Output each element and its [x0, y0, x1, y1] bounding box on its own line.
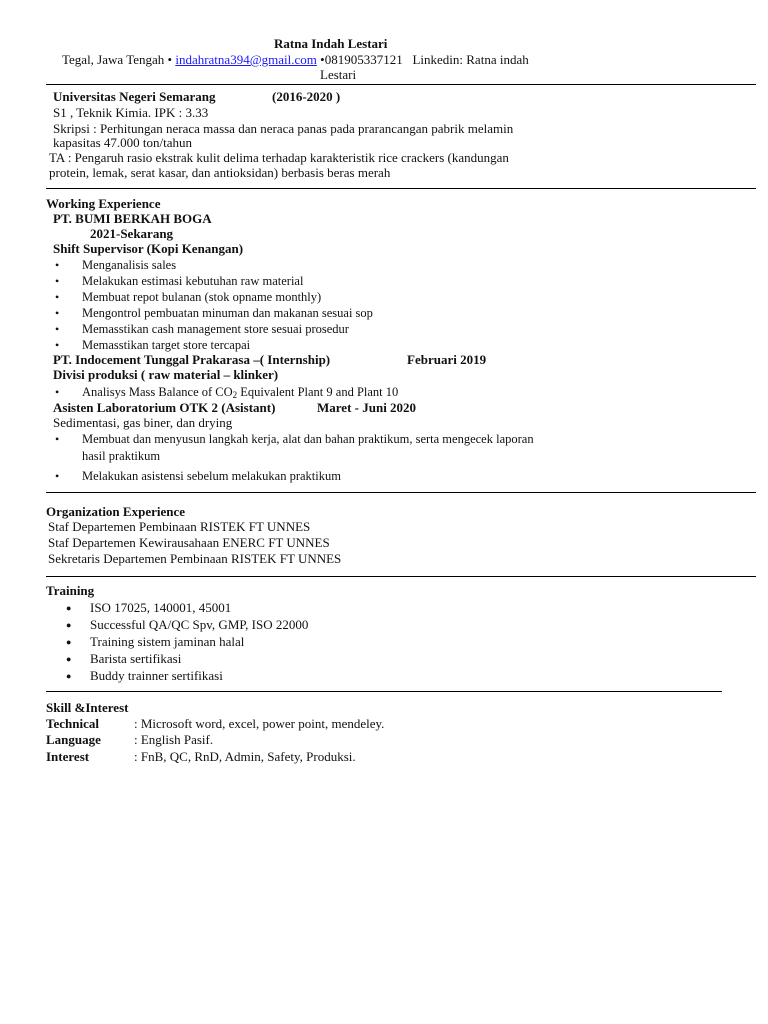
work-heading: Working Experience — [46, 196, 161, 211]
organization-heading: Organization Experience — [46, 504, 186, 519]
role-3-subjects: Sedimentasi, gas biner, dan drying — [53, 415, 233, 430]
interest-value: : FnB, QC, RnD, Admin, Safety, Produksi. — [134, 749, 356, 764]
list-item: Memasstikan target store tercapai — [82, 338, 251, 352]
list-item: Mengontrol pembuatan minuman dan makanan sesuai sop — [82, 306, 373, 320]
division-title: Divisi produksi ( raw material – klinker) — [53, 367, 279, 382]
list-item-text: Analisys Mass Balance of CO — [82, 385, 233, 399]
company-1-name: PT. BUMI BERKAH BOGA — [53, 211, 212, 226]
company-2-name: PT. Indocement Tunggal Prakarasa –( Internship) — [53, 352, 331, 367]
bullet: ● — [66, 637, 72, 647]
bullet: ● — [66, 671, 72, 681]
org-item: Staf Departemen Pembinaan RISTEK FT UNNES — [48, 519, 311, 534]
interest-label: Interest — [46, 749, 90, 764]
location: Tegal, Jawa Tengah — [62, 52, 165, 67]
thesis-line-2: kapasitas 47.000 ton/tahun — [53, 135, 193, 150]
bullet: ● — [66, 603, 72, 613]
bullet: • — [55, 338, 60, 352]
list-item-continuation: hasil praktikum — [82, 449, 161, 463]
subscript: 2 — [232, 390, 238, 400]
role-3-title: Asisten Laboratorium OTK 2 (Asistant) — [53, 400, 276, 415]
list-item: Memasstikan cash management store sesuai prosedur — [82, 322, 349, 336]
training-item: Buddy trainner sertifikasi — [90, 668, 223, 683]
technical-value: : Microsoft word, excel, power point, mendeley. — [134, 716, 385, 731]
bullet: • — [55, 274, 60, 288]
skills-heading: Skill &Interest — [46, 700, 129, 715]
training-heading: Training — [46, 583, 95, 598]
bullet: ● — [66, 620, 72, 630]
list-item-text: Equivalent Plant 9 and Plant 10 — [237, 385, 399, 399]
ta-line-1: TA : Pengaruh rasio ekstrak kulit delima terhadap karakteristik rice crackers (kandungan — [49, 150, 509, 165]
list-item: Membuat dan menyusun langkah kerja, alat dan bahan praktikum, serta mengecek laporan — [82, 432, 534, 446]
company-2-period: Februari 2019 — [407, 352, 487, 367]
university-name: Universitas Negeri Semarang — [53, 89, 216, 104]
education-years: (2016-2020 ) — [272, 89, 341, 104]
training-item: Barista sertifikasi — [90, 651, 182, 666]
training-item: Training sistem jaminan halal — [90, 634, 245, 649]
role-3-period: Maret - Juni 2020 — [317, 400, 417, 415]
language-label: Language — [46, 732, 101, 747]
bullet: • — [55, 258, 60, 272]
section-divider — [46, 576, 756, 577]
contact-line — [62, 52, 529, 68]
list-item: Melakukan estimasi kebutuhan raw material — [82, 274, 304, 288]
language-value: : English Pasif. — [134, 732, 214, 747]
ta-line-2: protein, lemak, serat kasar, dan antioksidan) berbasis beras merah — [49, 165, 391, 180]
email-link[interactable]: indahratna394@gmail.com — [175, 52, 317, 67]
org-item: Staf Departemen Kewirausahaan ENERC FT UNNES — [48, 535, 330, 550]
linkedin-label: Linkedin: Ratna indah — [412, 52, 529, 67]
separator: • — [167, 52, 173, 67]
bullet: • — [55, 385, 60, 399]
list-item: Membuat repot bulanan (stok opname monthly) — [82, 290, 322, 304]
bullet: ● — [66, 654, 72, 664]
bullet: • — [55, 432, 60, 446]
section-divider — [46, 691, 722, 692]
linkedin-continuation: Lestari — [320, 67, 357, 82]
phone: 081905337121 — [324, 52, 403, 67]
section-divider — [46, 188, 756, 189]
org-item: Sekretaris Departemen Pembinaan RISTEK FT UNNES — [48, 551, 342, 566]
role-1-title: Shift Supervisor (Kopi Kenangan) — [53, 241, 244, 256]
degree-gpa: S1 , Teknik Kimia. IPK : 3.33 — [53, 105, 209, 120]
bullet: • — [55, 469, 60, 483]
resume-name: Ratna Indah Lestari — [274, 36, 388, 51]
training-item: Successful QA/QC Spv, GMP, ISO 22000 — [90, 617, 309, 632]
section-divider — [46, 492, 756, 493]
company-1-period: 2021-Sekarang — [90, 226, 174, 241]
list-item: Melakukan asistensi sebelum melakukan praktikum — [82, 469, 341, 483]
separator: • — [320, 52, 325, 67]
section-divider — [46, 84, 756, 85]
technical-label: Technical — [46, 716, 99, 731]
bullet: • — [55, 290, 60, 304]
bullet: • — [55, 322, 60, 336]
bullet: • — [55, 306, 60, 320]
thesis-line-1: Skripsi : Perhitungan neraca massa dan neraca panas pada prarancangan pabrik melamin — [53, 121, 514, 136]
list-item: Menganalisis sales — [82, 258, 177, 272]
training-item: ISO 17025, 140001, 45001 — [90, 600, 232, 615]
